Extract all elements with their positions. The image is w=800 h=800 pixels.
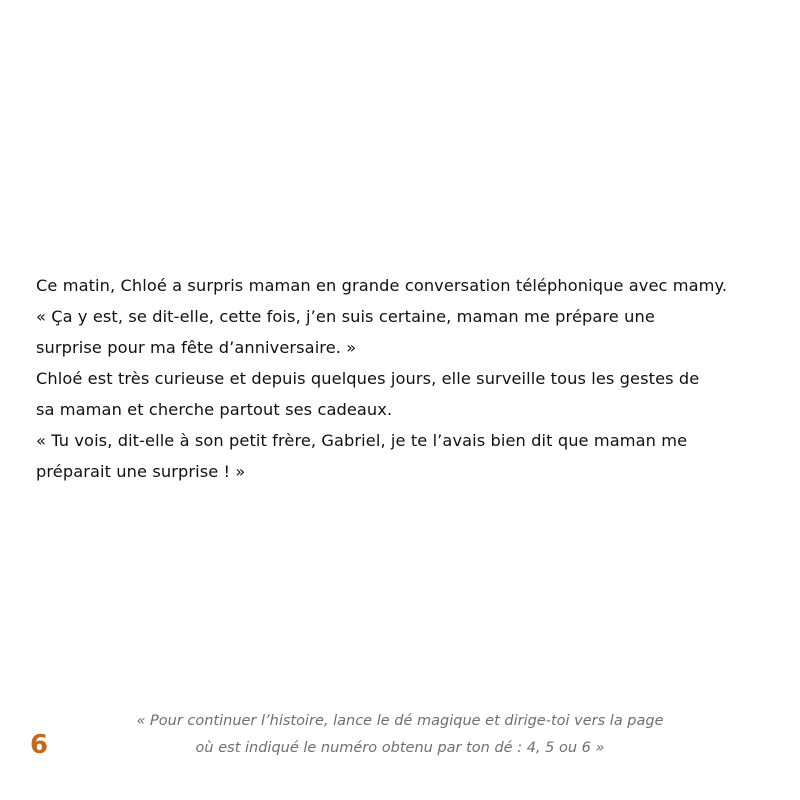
story-line: sa maman et cherche partout ses cadeaux.: [36, 400, 393, 419]
footer-instruction-line-1: « Pour continuer l’histoire, lance le dé magique et dirige-toi vers la page: [136, 713, 664, 729]
story-line: « Tu vois, dit-elle à son petit frère, Gabriel, je te l’avais bien dit que maman me: [36, 431, 688, 450]
story-line: « Ça y est, se dit-elle, cette fois, j’en suis certaine, maman me prépare une: [36, 307, 655, 326]
footer-instruction: [100, 708, 700, 762]
story-line: préparait une surprise ! »: [36, 462, 246, 481]
page-number: 6: [30, 730, 49, 760]
story-line: surprise pour ma fête d’anniversaire. »: [36, 338, 357, 357]
story-text: [36, 270, 776, 487]
footer-instruction-line-2: où est indiqué le numéro obtenu par ton dé : 4, 5 ou 6 »: [195, 740, 605, 756]
story-line: Chloé est très curieuse et depuis quelques jours, elle surveille tous les gestes de: [36, 369, 700, 388]
story-line: Ce matin, Chloé a surpris maman en grande conversation téléphonique avec mamy.: [36, 276, 728, 295]
